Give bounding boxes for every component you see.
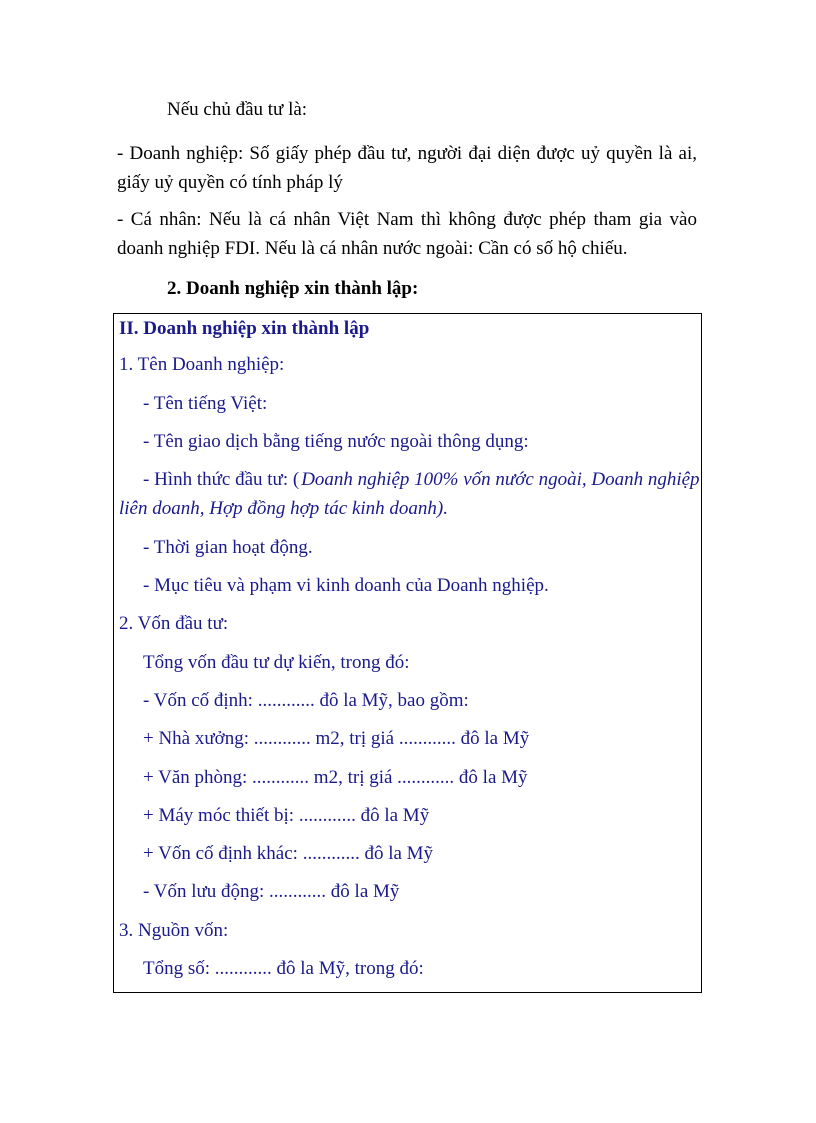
individual-investor-line-2: doanh nghiệp FDI. Nếu là cá nhân nước ngoài: Cần có số hộ chiếu. <box>117 238 628 259</box>
section-heading: 2. Doanh nghiệp xin thành lập: <box>167 278 419 299</box>
machinery-field: + Máy móc thiết bị: ............ đô la Mỹ <box>143 805 430 826</box>
enterprise-investor-line-2: giấy uỷ quyền có tính pháp lý <box>117 172 343 193</box>
vietnamese-name-field: - Tên tiếng Việt: <box>143 393 268 414</box>
form-title: II. Doanh nghiệp xin thành lập <box>119 318 370 339</box>
foreign-name-field: - Tên giao dịch bằng tiếng nước ngoài thông dụng: <box>143 431 529 452</box>
investment-form-line-2: liên doanh, Hợp đồng hợp tác kinh doanh). <box>119 498 448 519</box>
capital-source-total-field: Tổng số: ............ đô la Mỹ, trong đó: <box>143 958 424 979</box>
total-capital-line: Tổng vốn đầu tư dự kiến, trong đó: <box>143 652 410 673</box>
business-objectives-field: - Mục tiêu và phạm vi kinh doanh của Doanh nghiệp. <box>143 575 549 596</box>
other-fixed-capital-field: + Vốn cố định khác: ............ đô la Mỹ <box>143 843 434 864</box>
working-capital-field: - Vốn lưu động: ............ đô la Mỹ <box>143 881 400 902</box>
capital-source-heading: 3. Nguồn vốn: <box>119 920 229 941</box>
investment-form-line-1 <box>143 468 700 492</box>
enterprise-investor-line-1: - Doanh nghiệp: Số giấy phép đầu tư, người đại diện được uỷ quyền là ai, <box>117 143 697 164</box>
investment-form-options: Doanh nghiệp 100% vốn nước ngoài, Doanh nghiệp <box>301 469 700 490</box>
investment-form-label: - Hình thức đầu tư: ( <box>143 469 300 490</box>
investment-capital-heading: 2. Vốn đầu tư: <box>119 613 229 634</box>
factory-field: + Nhà xưởng: ............ m2, trị giá ............ đô la Mỹ <box>143 728 530 749</box>
individual-investor-line-1: - Cá nhân: Nếu là cá nhân Việt Nam thì không được phép tham gia vào <box>117 209 697 230</box>
company-name-heading: 1. Tên Doanh nghiệp: <box>119 354 285 375</box>
fixed-capital-field: - Vốn cố định: ............ đô la Mỹ, bao gồm: <box>143 690 469 711</box>
operation-duration-field: - Thời gian hoạt động. <box>143 537 313 558</box>
office-field: + Văn phòng: ............ m2, trị giá ............ đô la Mỹ <box>143 767 528 788</box>
intro-line: Nếu chủ đầu tư là: <box>167 99 308 120</box>
